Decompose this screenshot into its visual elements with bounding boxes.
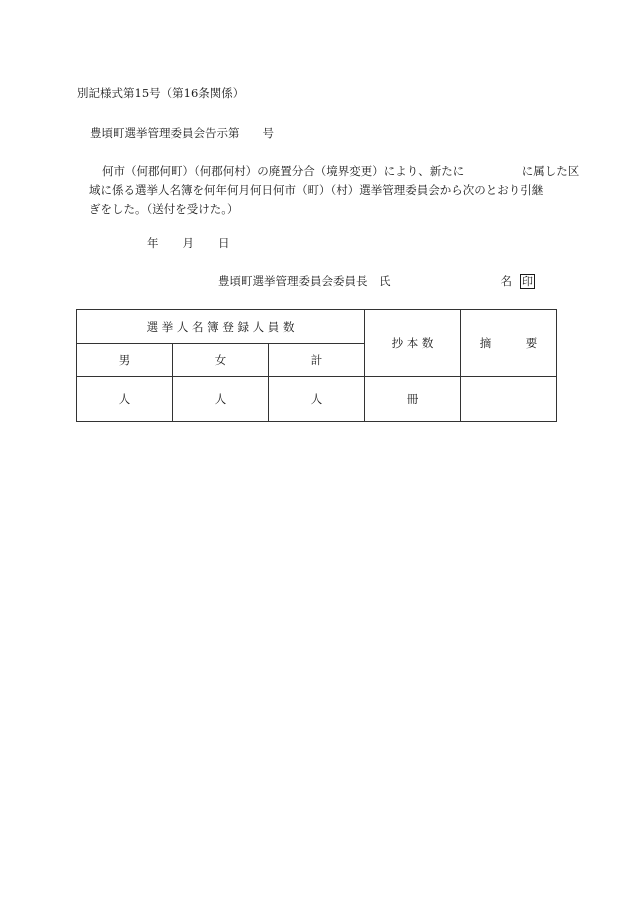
col-total: 計 (269, 344, 365, 377)
col-male: 男 (77, 344, 173, 377)
date-day: 日 (218, 236, 230, 250)
cell-female-unit: 人 (173, 377, 269, 422)
date-month: 月 (182, 236, 194, 250)
seal-mark: 印 (522, 275, 533, 288)
body-line-2: 域に係る選挙人名簿を何年何月何日何市（町）（村）選挙管理委員会から次のとおり引継 (89, 183, 544, 197)
cell-copies-unit: 冊 (365, 377, 461, 422)
notice-title: 豊頃町選挙管理委員会告示第 号 (90, 126, 274, 140)
body-line-3: ぎをした。（送付を受けた。） (89, 202, 239, 216)
signature-line (218, 273, 535, 289)
table-header-row (77, 310, 557, 344)
cell-male-unit: 人 (77, 377, 173, 422)
voter-register-table (76, 309, 557, 422)
form-reference: 別記様式第15号（第16条関係） (77, 86, 245, 100)
signatory-title: 豊頃町選挙管理委員会委員長 氏 (218, 274, 391, 288)
header-registered-count: 選 挙 人 名 簿 登 録 人 員 数 (77, 310, 365, 344)
body-paragraph (77, 162, 580, 219)
cell-remarks (461, 377, 557, 422)
header-remarks: 摘 要 (461, 310, 557, 377)
signatory-name-suffix: 名 (500, 274, 512, 288)
cell-total-unit: 人 (269, 377, 365, 422)
table-row (77, 377, 557, 422)
header-copies: 抄 本 数 (365, 310, 461, 377)
body-line-1: 何市（何郡何町）（何郡何村）の廃置分合（境界変更）により、新たに に属した区 (102, 164, 580, 178)
col-female: 女 (173, 344, 269, 377)
date-year: 年 (147, 236, 159, 250)
date-line (147, 235, 230, 251)
